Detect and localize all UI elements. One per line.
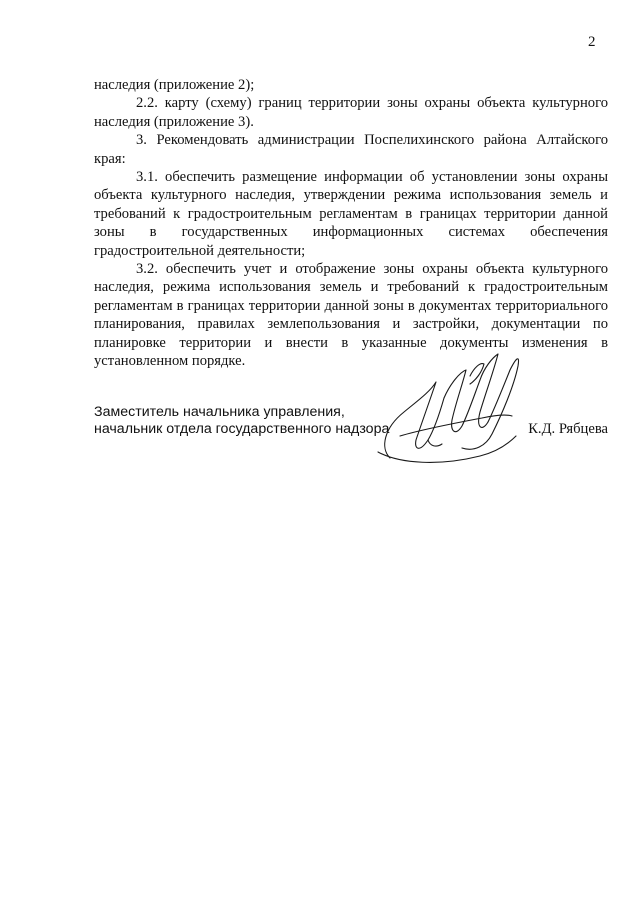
paragraph-3-1: 3.1. обеспечить размещение информации об установлении зоны охраны объекта культурного наследия, утверждении режима использования земель и требований к градостроительным регламентам в границах территории данной зоны в государственных информационных системах обеспечения градостроительной деятельности; — [94, 169, 608, 259]
paragraph-continuation: наследия (приложение 2); — [94, 77, 255, 93]
paragraph-3-2: 3.2. обеспечить учет и отображение зоны охраны объекта культурного наследия, режима использования земель и требований к градостроительным регламентам в границах территории данной зоны в документах территориального планирования, правилах землепользования и застройки, документации по планировке территории и внести в указанные документы изменения в установленном порядке. — [94, 261, 608, 370]
document-body — [94, 76, 608, 371]
signatory-title-line-1: Заместитель начальника управления, — [94, 404, 345, 420]
signatory-title-line-2: начальник отдела государственного надзора — [94, 421, 390, 437]
signatory-title — [94, 404, 389, 438]
paragraph-2-2: 2.2. карту (схему) границ территории зоны охраны объекта культурного наследия (приложение 3). — [94, 95, 608, 130]
page-number: 2 — [588, 34, 596, 50]
signatory-name: К.Д. Рябцева — [528, 421, 608, 437]
signature-block — [94, 404, 608, 484]
paragraph-3: 3. Рекомендовать администрации Поспелихинского района Алтайского края: — [94, 132, 608, 167]
